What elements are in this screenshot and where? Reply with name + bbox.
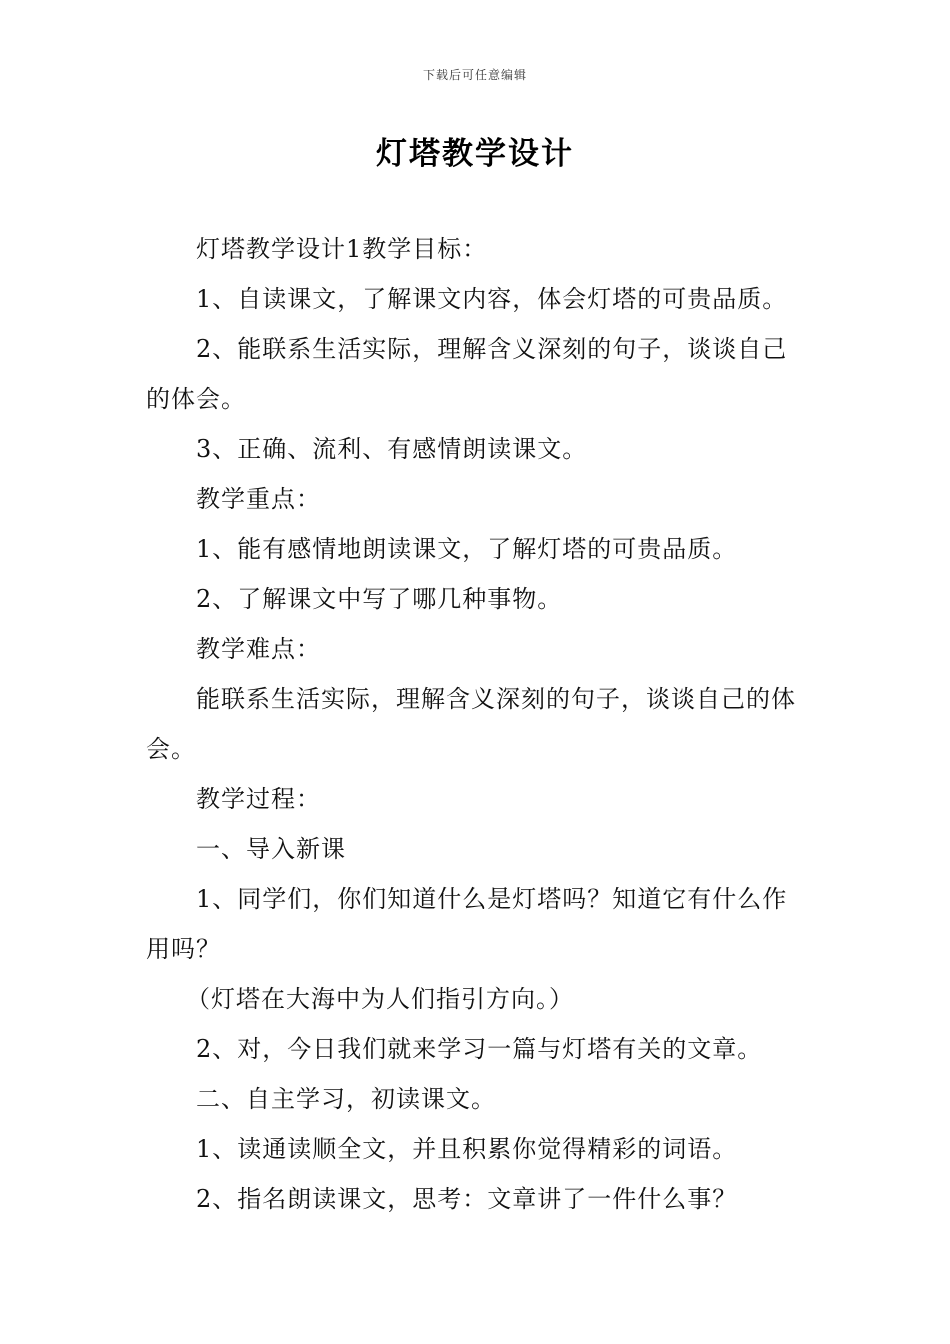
header-note: 下载后可任意编辑: [422, 68, 527, 82]
paragraph: 二、自主学习，初读课文。: [196, 1085, 496, 1113]
paragraph: 1、自读课文，了解课文内容，体会灯塔的可贵品质。: [196, 285, 788, 313]
paragraph: 一、导入新课: [196, 835, 346, 863]
paragraph: 1、能有感情地朗读课文，了解灯塔的可贵品质。: [196, 535, 738, 563]
paragraph: 教学难点：: [196, 635, 321, 663]
paragraph: 教学过程：: [196, 785, 321, 813]
paragraph: 2、能联系生活实际，理解含义深刻的句子，谈谈自己的体会。: [146, 335, 788, 413]
paragraph: 灯塔教学设计1教学目标：: [196, 235, 488, 263]
paragraph: 教学重点：: [196, 485, 321, 513]
paragraph: 3、正确、流利、有感情朗读课文。: [196, 435, 588, 463]
document-body: [146, 224, 810, 1224]
paragraph: 能联系生活实际，理解含义深刻的句子，谈谈自己的体会。: [146, 685, 796, 763]
paragraph: 2、了解课文中写了哪几种事物。: [196, 585, 563, 613]
paragraph: 2、对，今日我们就来学习一篇与灯塔有关的文章。: [196, 1035, 763, 1063]
document-title: 灯塔教学设计: [376, 136, 574, 172]
paragraph: （灯塔在大海中为人们指引方向。）: [186, 985, 574, 1013]
paragraph: 1、同学们，你们知道什么是灯塔吗？知道它有什么作用吗？: [146, 885, 788, 963]
paragraph: 2、指名朗读课文，思考：文章讲了一件什么事？: [196, 1185, 738, 1213]
paragraph: 1、读通读顺全文，并且积累你觉得精彩的词语。: [196, 1135, 738, 1163]
